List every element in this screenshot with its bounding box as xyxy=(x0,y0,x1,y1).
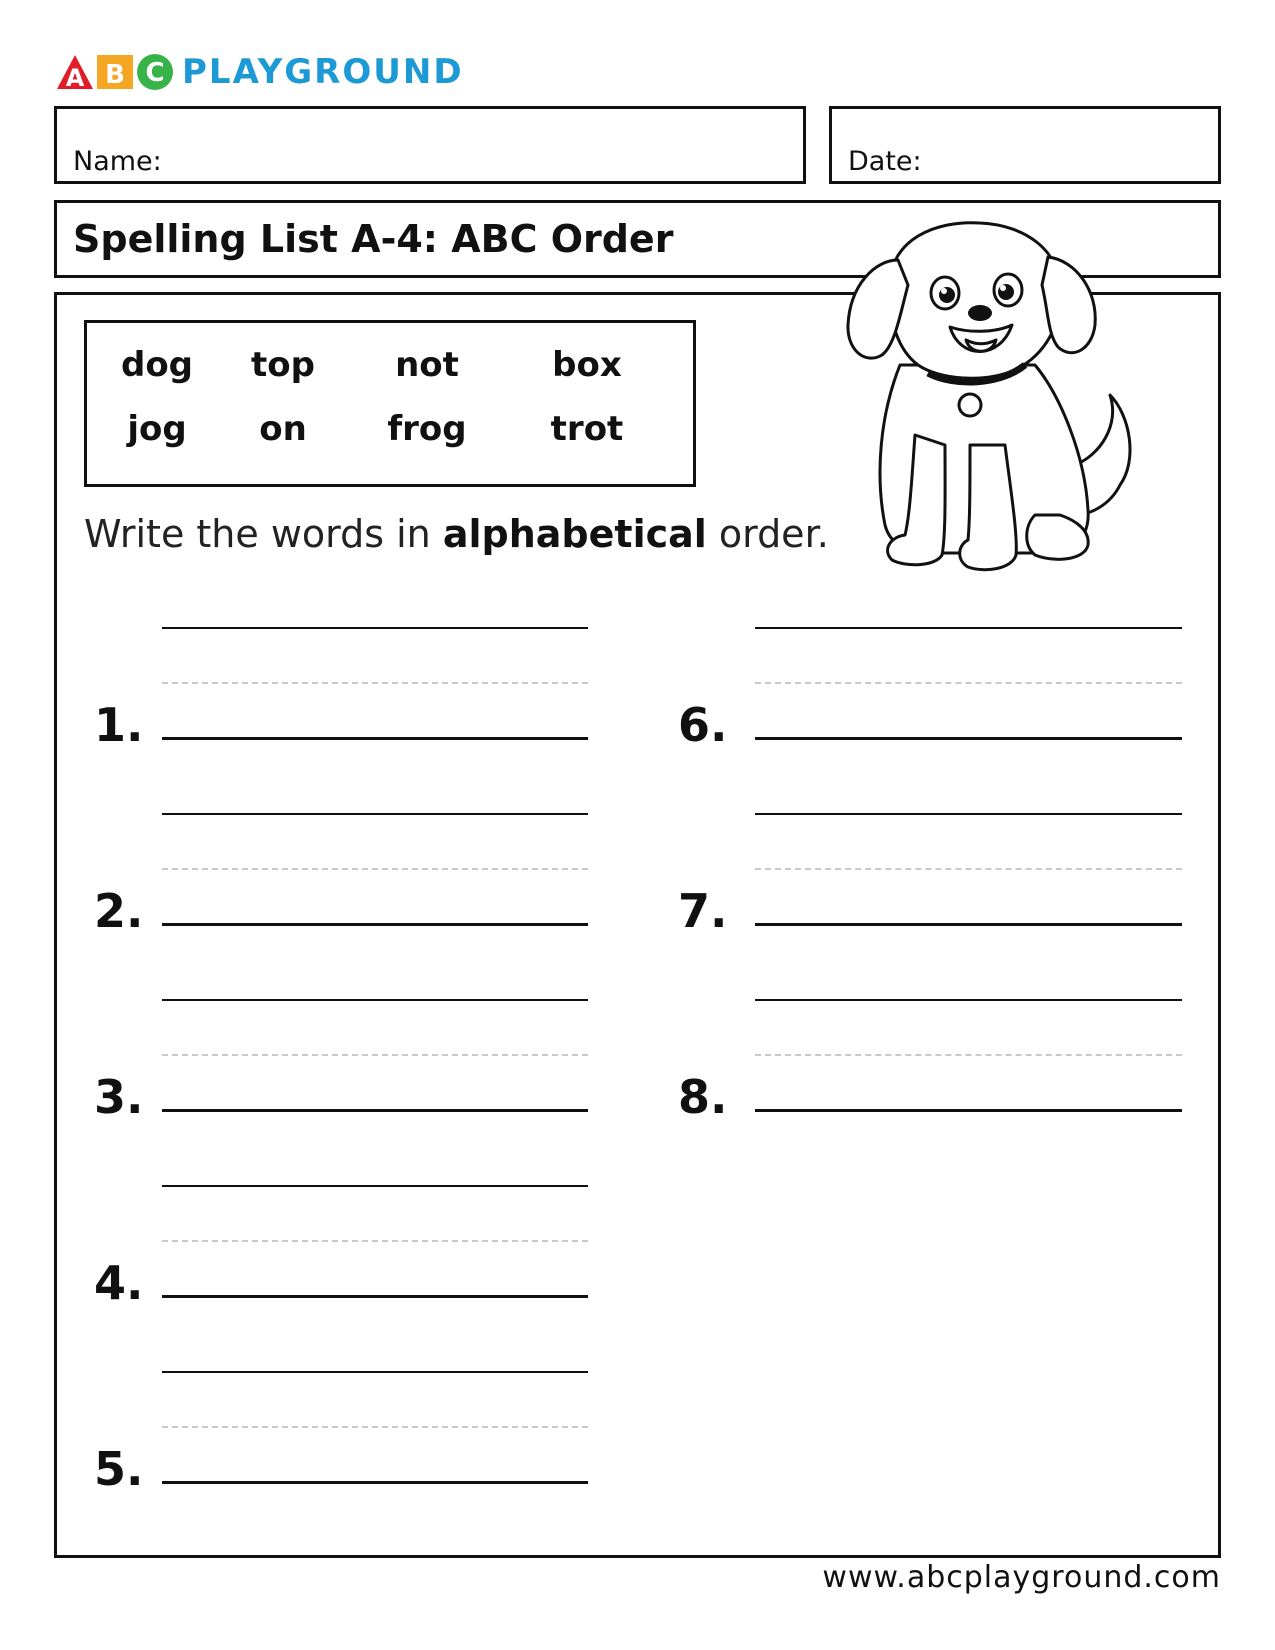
logo-letter-a xyxy=(56,53,94,91)
instruction-part: order. xyxy=(706,512,829,556)
svg-text:B: B xyxy=(105,60,125,90)
writing-top-line xyxy=(162,999,588,1001)
answer-line-7[interactable] xyxy=(755,923,1182,926)
abc-playground-logo xyxy=(56,52,464,92)
answer-number: 5. xyxy=(94,1442,144,1496)
answer-number: 4. xyxy=(94,1256,144,1310)
writing-top-line xyxy=(162,1371,588,1373)
footer-url[interactable]: www.abcplayground.com xyxy=(822,1560,1221,1595)
answer-line-6[interactable] xyxy=(755,737,1182,740)
answer-line-1[interactable] xyxy=(162,737,588,740)
answer-line-5[interactable] xyxy=(162,1481,588,1484)
answer-line-3[interactable] xyxy=(162,1109,588,1112)
writing-top-line xyxy=(162,627,588,629)
answer-number: 8. xyxy=(678,1070,728,1124)
answer-line-2[interactable] xyxy=(162,923,588,926)
instruction-text xyxy=(84,512,829,556)
word-bank-item: not xyxy=(395,345,459,385)
writing-top-line xyxy=(755,999,1182,1001)
word-bank-item: top xyxy=(251,345,315,385)
writing-top-line xyxy=(162,1185,588,1187)
writing-mid-line xyxy=(755,682,1182,684)
writing-mid-line xyxy=(755,1054,1182,1056)
page-title: Spelling List A-4: ABC Order xyxy=(73,217,674,261)
name-label: Name: xyxy=(73,146,162,177)
logo-letter-b xyxy=(96,53,134,91)
word-bank-item: frog xyxy=(387,409,467,449)
word-bank-item: jog xyxy=(127,409,187,449)
writing-mid-line xyxy=(162,1240,588,1242)
answer-number: 2. xyxy=(94,884,144,938)
writing-mid-line xyxy=(162,1054,588,1056)
writing-top-line xyxy=(755,627,1182,629)
word-bank-item: box xyxy=(552,345,622,385)
svg-text:C: C xyxy=(145,58,165,88)
writing-mid-line xyxy=(755,868,1182,870)
writing-mid-line xyxy=(162,1426,588,1428)
name-field[interactable] xyxy=(54,106,806,184)
answer-number: 6. xyxy=(678,698,728,752)
writing-mid-line xyxy=(162,682,588,684)
logo-wordmark: PLAYGROUND xyxy=(182,52,464,92)
writing-top-line xyxy=(162,813,588,815)
word-bank xyxy=(84,320,696,487)
writing-mid-line xyxy=(162,868,588,870)
answer-line-8[interactable] xyxy=(755,1109,1182,1112)
answer-number: 7. xyxy=(678,884,728,938)
answer-number: 1. xyxy=(94,698,144,752)
instruction-part: Write the words in xyxy=(84,512,443,556)
answer-line-4[interactable] xyxy=(162,1295,588,1298)
instruction-emphasis: alphabetical xyxy=(442,512,707,556)
svg-text:A: A xyxy=(65,64,85,91)
date-label: Date: xyxy=(848,146,922,177)
word-bank-item: trot xyxy=(550,409,624,449)
word-bank-item: dog xyxy=(120,345,194,385)
puppy-illustration xyxy=(820,215,1155,585)
writing-top-line xyxy=(755,813,1182,815)
answer-number: 3. xyxy=(94,1070,144,1124)
logo-letter-c xyxy=(136,53,174,91)
date-field[interactable] xyxy=(829,106,1221,184)
word-bank-item: on xyxy=(259,409,307,449)
